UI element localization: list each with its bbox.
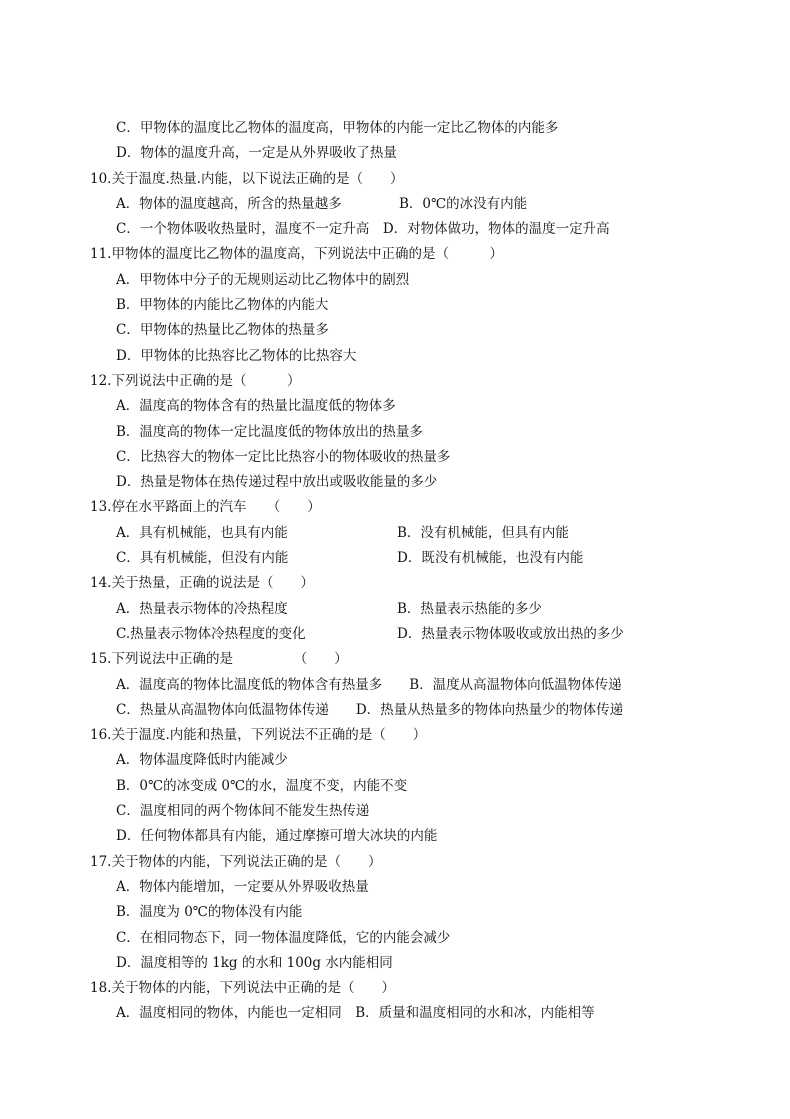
answer-option: B．甲物体的内能比乙物体的内能大 (116, 297, 329, 314)
answer-option-row (0, 521, 790, 546)
question-stem: 15.下列说法中正确的是 （ ） (90, 651, 348, 668)
answer-option: D．甲物体的比热容比乙物体的比热容大 (116, 347, 357, 364)
answer-option-row (0, 192, 790, 217)
answer-option: B．温度高的物体一定比温度低的物体放出的热量多 (116, 423, 423, 440)
answer-option: B．0℃的冰没有内能 (399, 195, 528, 212)
answer-option: C．温度相同的两个物体间不能发生热传递 (116, 803, 370, 820)
question-stem: 17.关于物体的内能，下列说法正确的是（ ） (90, 853, 382, 870)
answer-option-row (0, 546, 790, 571)
question-stem: 12.下列说法中正确的是（ ） (90, 372, 301, 389)
answer-option: C．甲物体的热量比乙物体的热量多 (116, 322, 329, 339)
answer-option: C．一个物体吸收热量时，温度不一定升高 D．对物体做功，物体的温度一定升高 (116, 221, 610, 238)
answer-option: D．物体的温度升高，一定是从外界吸收了热量 (116, 145, 397, 162)
answer-option: D．既没有机械能，也没有内能 (397, 550, 584, 567)
answer-option: D．热量表示物体吸收或放出热的多少 (397, 625, 624, 642)
answer-option: C.热量表示物体冷热程度的变化 (116, 625, 306, 642)
answer-option: D．任何物体都具有内能，通过摩擦可增大冰块的内能 (116, 828, 438, 845)
question-stem: 13.停在水平路面上的汽车 （ ） (90, 499, 321, 516)
answer-option: B．没有机械能，但具有内能 (397, 524, 569, 541)
answer-option: A．物体内能增加，一定要从外界吸收热量 (116, 878, 369, 895)
answer-option: A．具有机械能，也具有内能 (116, 524, 288, 541)
answer-option: C．比热容大的物体一定比比热容小的物体吸收的热量多 (116, 448, 451, 465)
question-stem: 16.关于温度.内能和热量，下列说法不正确的是（ ） (90, 727, 427, 744)
answer-option: D．温度相等的 1kg 的水和 100g 水内能相同 (116, 954, 393, 971)
answer-option: C．甲物体的温度比乙物体的温度高，甲物体的内能一定比乙物体的内能多 (116, 120, 559, 136)
answer-option: A．温度相同的物体，内能也一定相同 B．质量和温度相同的水和冰，内能相等 (116, 1005, 595, 1022)
answer-option: A．热量表示物体的冷热程度 (116, 600, 288, 617)
question-stem: 18.关于物体的内能，下列说法中正确的是（ ） (90, 980, 395, 997)
answer-option: D．热量是物体在热传递过程中放出或吸收能量的多少 (116, 474, 438, 491)
answer-option-row (0, 597, 790, 622)
answer-option: A．物体温度降低时内能减少 (116, 752, 288, 769)
answer-option: C．在相同物态下，同一物体温度降低，它的内能会减少 (116, 929, 451, 946)
answer-option: C．具有机械能，但没有内能 (116, 550, 289, 567)
answer-option: C．热量从高温物体向低温物体传递 D．热量从热量多的物体向热量少的物体传递 (116, 701, 624, 718)
question-stem: 11.甲物体的温度比乙物体的温度高，下列说法中正确的是（ ） (90, 246, 503, 263)
answer-option: A．物体的温度越高，所含的热量越多 (116, 195, 342, 212)
answer-option: A．温度高的物体含有的热量比温度低的物体多 (116, 398, 396, 415)
question-stem: 10.关于温度.热量.内能，以下说法正确的是（ ） (90, 170, 404, 187)
answer-option: B．热量表示热能的多少 (397, 600, 542, 617)
question-stem: 14.关于热量，正确的说法是（ ） (90, 575, 314, 592)
answer-option: B．温度为 0℃的物体没有内能 (116, 904, 303, 921)
answer-option-row (0, 622, 790, 647)
answer-option: A．温度高的物体比温度低的物体含有热量多 B．温度从高温物体向低温物体传递 (116, 676, 622, 693)
question-list (0, 116, 790, 1027)
answer-option: B．0℃的冰变成 0℃的水，温度不变，内能不变 (116, 777, 408, 794)
answer-option: A．甲物体中分子的无规则运动比乙物体中的剧烈 (116, 271, 410, 288)
